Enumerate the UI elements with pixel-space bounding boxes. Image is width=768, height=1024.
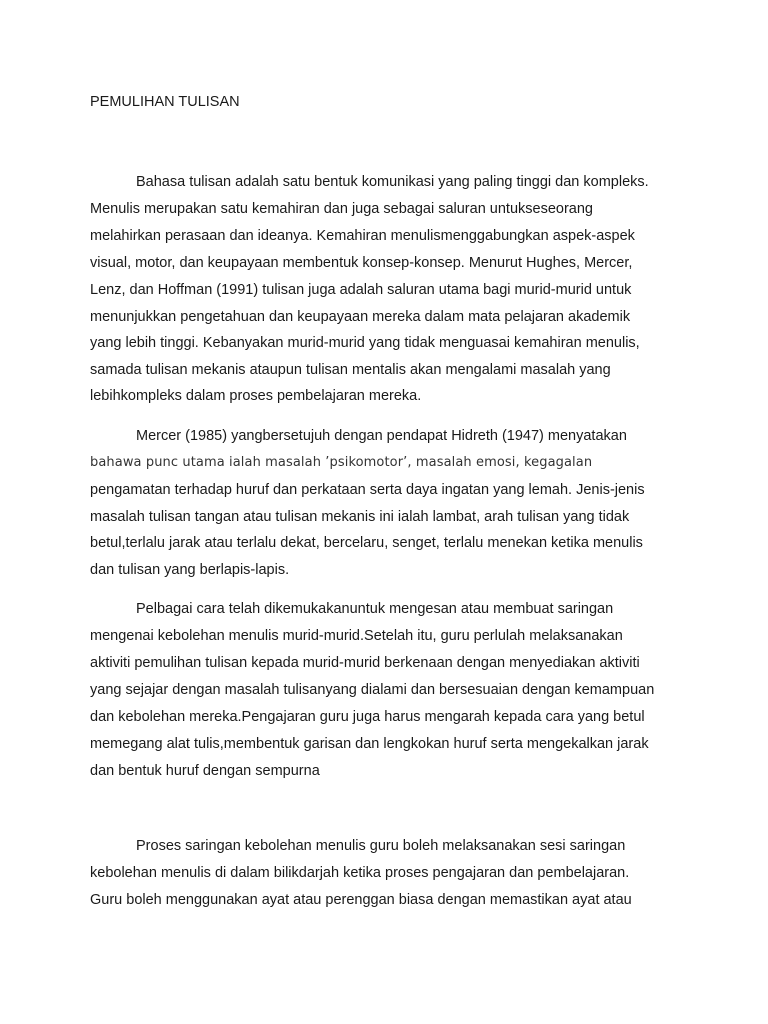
paragraph-2-line-1: Mercer (1985) yangbersetujuh dengan pendapat Hidreth (1947) menyatakan <box>136 428 627 444</box>
paragraph-1-line-7: yang lebih tinggi. Kebanyakan murid-murid yang tidak menguasai kemahiran menulis, <box>90 335 640 351</box>
document-title: PEMULIHAN TULISAN <box>90 94 240 110</box>
paragraph-1-line-1: Bahasa tulisan adalah satu bentuk komunikasi yang paling tinggi dan kompleks. <box>136 174 649 190</box>
paragraph-4-line-1: Proses saringan kebolehan menulis guru boleh melaksanakan sesi saringan <box>136 838 626 854</box>
paragraph-3-line-2: mengenai kebolehan menulis murid-murid.Setelah itu, guru perlulah melaksanakan <box>90 628 623 644</box>
paragraph-1-line-8: samada tulisan mekanis ataupun tulisan mentalis akan mengalami masalah yang <box>90 362 611 378</box>
paragraph-1-line-4: visual, motor, dan keupayaan membentuk konsep-konsep. Menurut Hughes, Mercer, <box>90 255 633 271</box>
paragraph-3-line-1: Pelbagai cara telah dikemukakanuntuk mengesan atau membuat saringan <box>136 601 614 617</box>
paragraph-1-line-2: Menulis merupakan satu kemahiran dan juga sebagai saluran untukseseorang <box>90 201 593 217</box>
paragraph-2-line-6: dan tulisan yang berlapis-lapis. <box>90 562 290 578</box>
paragraph-2-line-2: bahawa punc utama ialah masalah ’psikomotor’, masalah emosi, kegagalan <box>90 455 593 470</box>
paragraph-1-line-5: Lenz, dan Hoffman (1991) tulisan juga adalah saluran utama bagi murid-murid untuk <box>90 282 632 298</box>
paragraph-1-line-6: menunjukkan pengetahuan dan keupayaan mereka dalam mata pelajaran akademik <box>90 309 631 325</box>
paragraph-2-line-5: betul,terlalu jarak atau terlalu dekat, bercelaru, senget, terlalu menekan ketika menulis <box>90 535 643 551</box>
paragraph-4-line-2: kebolehan menulis di dalam bilikdarjah ketika proses pengajaran dan pembelajaran. <box>90 865 630 881</box>
paragraph-3-line-3: aktiviti pemulihan tulisan kepada murid-murid berkenaan dengan menyediakan aktiviti <box>90 655 640 671</box>
paragraph-2-line-3: pengamatan terhadap huruf dan perkataan serta daya ingatan yang lemah. Jenis-jenis <box>90 482 645 498</box>
paragraph-1-line-3: melahirkan perasaan dan ideanya. Kemahiran menulismenggabungkan aspek-aspek <box>90 228 635 244</box>
paragraph-3-line-6: memegang alat tulis,membentuk garisan dan lengkokan huruf serta mengekalkan jarak <box>90 736 649 752</box>
paragraph-1-line-9: lebihkompleks dalam proses pembelajaran mereka. <box>90 388 422 404</box>
paragraph-2-line-4: masalah tulisan tangan atau tulisan mekanis ini ialah lambat, arah tulisan yang tidak <box>90 509 630 525</box>
paragraph-3-line-4: yang sejajar dengan masalah tulisanyang dialami dan bersesuaian dengan kemampuan <box>90 682 655 698</box>
paragraph-3-line-5: dan kebolehan mereka.Pengajaran guru juga harus mengarah kepada cara yang betul <box>90 709 645 725</box>
paragraph-3-line-7: dan bentuk huruf dengan sempurna <box>90 763 320 779</box>
paragraph-4-line-3: Guru boleh menggunakan ayat atau perenggan biasa dengan memastikan ayat atau <box>90 892 632 908</box>
